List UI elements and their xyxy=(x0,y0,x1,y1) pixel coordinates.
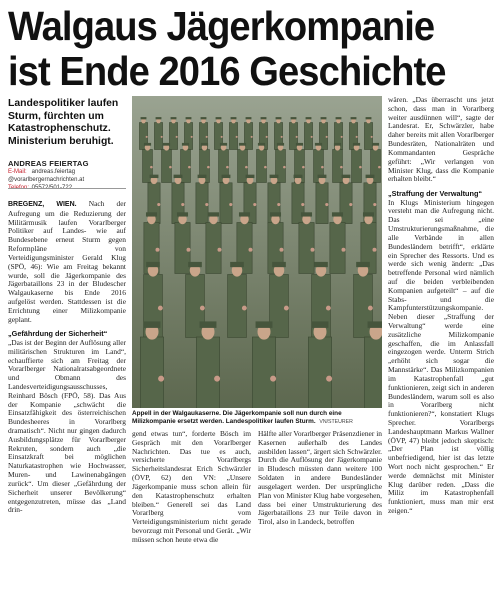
article-column-1 xyxy=(8,200,126,515)
photo-caption xyxy=(132,410,382,426)
column-4-paragraph-2: In Klugs Ministerium hingegen versteht man die Aufregung nicht. Das sei „eine Umstrukturierungsmaßnahme, die alle Verbände in allen Bundesländern betrifft“, erklärte ein Sprecher des Ressorts. Und es werde sich wenig ändern: „Das betreffende Personal wird nämlich auf die beiden verbleibenden Kompanien aufgeteilt“ – auf die Stabs- und die Kampfunterstützungskompanie. Neben dieser „Straffung der Verwaltung“ werde eine zusätzliche Milizkompanie geschaffen, die im Anlassfall eingezogen werde. Unterm Strich „erhöht sich sogar die Mannstärke“. Das Milizkompanien im Katastrophenfall „gut funktionieren, zeigt sich in anderen Bundesländern, warum soll es also in Vorarlberg nicht funktionieren?“, konstatiert Klugs Sprecher. Vorarlbergs Landeshauptmann Markus Wallner (ÖVP, 47) bleibt jedoch skeptisch: „Der Plan ist völlig unbefriedigend, hier ist das letzte Wort noch nicht gesprochen.“ Er werde demnächst mit Minister Klug darüber reden. „Dass die Miliz im Katastrophenfall funktioniert, muss man mir erst zeigen.“ xyxy=(388,197,494,516)
subheadline: Landespolitiker laufen Sturm, fürchten um Katastrophenschutz. Ministerium beruhigt. xyxy=(8,98,119,147)
email-label: E-Mail: xyxy=(8,169,27,175)
subheading-security: „Gefährdung der Sicherheit“ xyxy=(8,329,108,339)
column-3-text: Hälfte aller Vorarlberger Präsenzdiener in Kasernen außerhalb des Landes ausbilden lassen“, ärgert sich Schwärzler. Durch die Auflösung der Jägerkompanie in Bludesch müssten dann weitere 100 Soldaten in andere Bundesländer ausgelagert werden. Der ursprüngliche Plan von Minister Klug habe vorgesehen, dass bei einer Umstrukturierung des Jägerbataillons 23 nur Teile davon in Tirol, also in Landeck, betroffen xyxy=(258,429,382,527)
article-column-2 xyxy=(132,430,251,545)
caption-text: Appell in der Walgaukaserne. Die Jägerkompanie soll nun durch eine Milizkompanie ersetzt werden. Landespolitiker laufen Sturm. xyxy=(132,410,342,425)
headline xyxy=(8,4,460,94)
author-divider xyxy=(8,188,126,189)
subheading-administration: „Straffung der Verwaltung“ xyxy=(388,189,483,199)
dateline: BREGENZ, WIEN. xyxy=(8,201,77,208)
article-column-4 xyxy=(388,96,494,516)
headline-line-2: ist Ende 2016 Geschichte xyxy=(8,48,446,94)
author-email[interactable]: andreas.feiertag @vorarlbergernachrichten.at xyxy=(8,169,85,183)
photo-credit: VN/STEURER xyxy=(319,419,353,425)
column-1-paragraph-2: „Das ist der Beginn der Auflösung aller militärischen Strukturen im Land“, echauffierte sich am Freitag der Vorarlberger Nationalratsabgeordnete und Obmann des Landesverteidigungsausschusses, Reinhard Bösch (FPÖ, 58). Das Aus der Kompanie „schwächt die Einsatzfähigkeit des österreichischen Bundesheeres in Vorarlberg dramatisch“. Nicht nur gingen dadurch Ausbildungsplätze für Vorarlberger Rekruten, sondern auch „die Einsatzkraft bei möglichen Naturkatastrophen wie Hochwasser, Muren- und Lawinenabgängen zurück“. Um dieser „Gefährdung der Sicherheit unserer Bevölkerung“ entgegenzutreten, müsse das „Land drin- xyxy=(8,337,126,515)
author-name: ANDREAS FEIERTAG xyxy=(8,159,89,168)
column-1-paragraph-1: Nach der Aufregung um die Reduzierung der Militärmusik laufen Vorarlberger Politiker auf Landes- wie auf Bundesebene erneut Sturm gegen Reformpläne von Verteidigungsminister Gerald Klug (SPÖ, 46): Wie am Freitag bekannt wurde, soll die Jägerkompanie des Jägerbataillons 23 in der Bludescher Walgaukaserne bis Ende 2016 aufgelöst werden. Stattdessen ist die Errichtung einer Milizkompanie geplant. xyxy=(8,199,126,324)
soldiers-illustration xyxy=(132,96,382,408)
headline-line-1: Walgaus Jägerkompanie xyxy=(8,3,435,49)
article-column-3 xyxy=(258,430,382,527)
column-4-paragraph-1: wären. „Das überrascht uns jetzt schon, dass man in Vorarlberg weiter ausdünnen will“, sagte der Landesrat. Er, Schwärzler, habe daher bereits mit allen Vorarlberger Bundesräten, Nationalräten und Kommandanten Gespräche geführt: „Wir verlangen von Minister Klug, dass die Kompanie erhalten bleibt.“ xyxy=(388,95,494,184)
column-2-text: gend etwas tun“, forderte Bösch im Gespräch mit den Vorarlberger Nachrichten. Das tue es auch, versicherte Vorarlbergs Sicherheitslandesrat Erich Schwärzler (ÖVP, 62) den VN: „Unsere Jägerkompanie muss schon allein für den Katastrophenschutz erhalten bleiben.“ Generell sei das Land Vorarlberg vom Verteidigungsministerium nicht gerade bevorzugt mit Personal und Gerät. „Wir müssen schon heute etwa die xyxy=(132,429,251,544)
soldiers-photo xyxy=(132,96,382,408)
author-email-line xyxy=(8,169,126,184)
